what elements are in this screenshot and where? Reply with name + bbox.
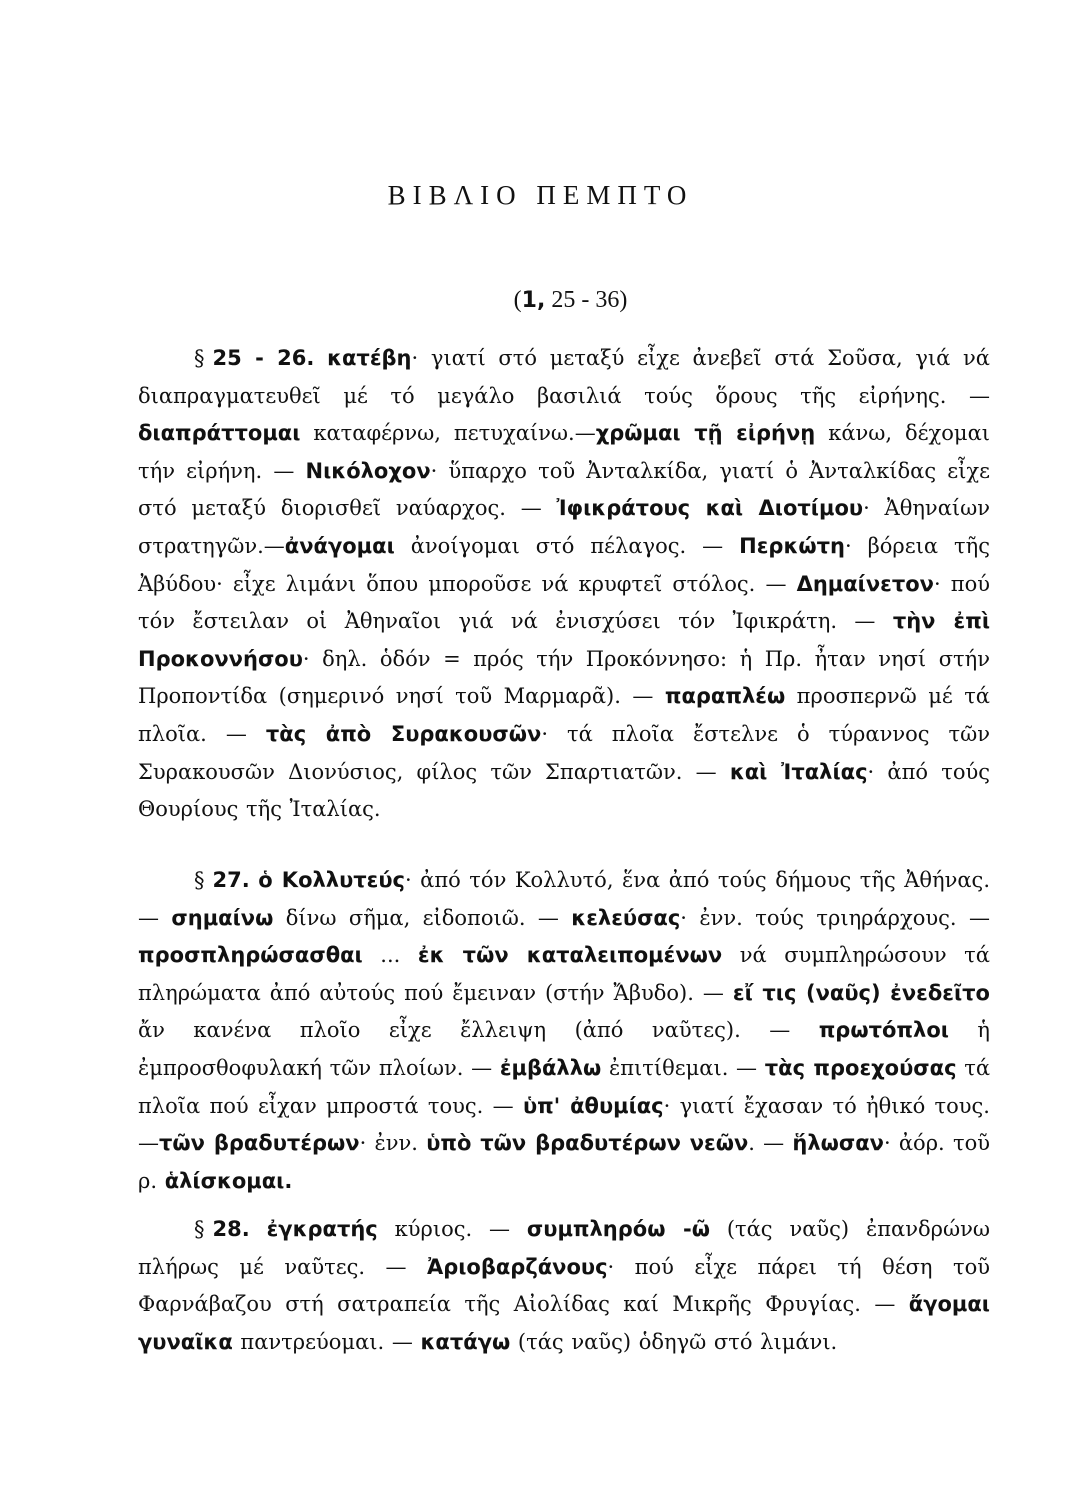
gloss-text: · βόρεια τῆς Ἀβύδου· εἶχε λιμάνι ὅπου μποροῦσε νά κρυφτεῖ στόλος. —	[138, 533, 990, 596]
lemma-term: ὑπὸ τῶν βραδυτέρων νεῶν	[426, 1131, 749, 1156]
lemma-term: τὰς ἀπὸ Συρακουσῶν	[265, 721, 542, 746]
gloss-text: κάνω, δέχομαι τήν εἰρήνη. —	[138, 421, 990, 483]
lemma-term: πρωτόπλοι	[818, 1018, 949, 1043]
gloss-text: καταφέρνω, πετυχαίνω.—	[300, 421, 596, 446]
gloss-text: ἄν κανένα πλοῖο εἶχε ἔλλειψη (ἀπό ναῦτες). —	[138, 1018, 819, 1043]
gloss-text: κύριος. —	[377, 1217, 527, 1241]
section-27	[138, 862, 990, 1200]
gloss-text: · ἐνν. τούς τριηράρχους. —	[680, 905, 990, 930]
lemma-term: Νικόλοχον	[305, 458, 431, 483]
lemma-term: σημαίνω	[171, 905, 274, 930]
lemma-term: ἐγκρατής	[266, 1217, 378, 1241]
lemma-term: τῶν βραδυτέρων	[159, 1131, 360, 1156]
gloss-text: ἐπιτίθεμαι. —	[601, 1055, 765, 1080]
gloss-text: νά συμπληρώσουν τά πληρώματα ἀπό αὐτούς πού ἔμειναν (στήν Ἄβυδο). —	[138, 943, 990, 1005]
range-open: (	[513, 287, 522, 313]
gloss-text: · πού εἶχε πάρει τή θέση τοῦ Φαρνάβαζου στή σατραπεία τῆς Αἰολίδας καί Μικρῆς Φρυγίας. —	[138, 1254, 990, 1317]
section-number: 25 - 26.	[212, 346, 315, 370]
lemma-term: καὶ Ἰταλίας	[729, 759, 868, 784]
gloss-text: · ὕπαρχο τοῦ Ἀνταλκίδα, γιατί ὁ Ἀνταλκίδας εἶχε στό μεταξύ διορισθεῖ ναύαρχος. —	[138, 458, 991, 521]
lemma-term: κελεύσας	[571, 905, 681, 930]
gloss-text: (τάς ναῦς) ὁδηγῶ στό λιμάνι.	[510, 1329, 838, 1354]
lemma-term: κατέβη	[327, 346, 412, 370]
gloss-text: · ἀπό τούς Θουρίους τῆς Ἰταλίας.	[138, 759, 990, 822]
page-title: ΒΙΒΛΙΟ ΠΕΜΠΤΟ	[387, 180, 694, 210]
section-28	[138, 1211, 990, 1361]
lemma-term: ὁ Κολλυτεύς	[258, 868, 405, 892]
lemma-term: τὰς προεχούσας	[764, 1055, 957, 1080]
lemma-term: ἐμβάλλω	[499, 1055, 602, 1080]
lemma-term: χρῶμαι τῇ εἰρήνῃ	[595, 421, 816, 446]
lemma-term: ἐκ τῶν καταλειπομένων	[417, 943, 723, 968]
lemma-term: τὴν ἐπὶ Προκοννήσου	[138, 609, 991, 671]
lemma-term: ἀνάγομαι	[284, 533, 395, 558]
lemma-term: διαπράττομαι	[138, 421, 301, 446]
lemma-term: εἴ τις (ναῦς) ἐνεδεῖτο	[732, 980, 990, 1005]
gloss-text: . —	[748, 1131, 793, 1156]
gloss-text: · πού τόν ἔστειλαν οἱ Ἀθηναῖοι γιά νά ἐνισχύσει τόν Ἰφικράτη. —	[138, 571, 990, 634]
section-number: 28.	[212, 1217, 250, 1241]
gloss-text: · τά πλοῖα ἔστελνε ὁ τύραννος τῶν Συρακουσῶν Διονύσιος, φίλος τῶν Σπαρτιατῶν. —	[138, 721, 991, 784]
chapter-range	[0, 287, 1071, 314]
gloss-text: · γιατί ἔχασαν τό ἠθικό τους.—	[138, 1093, 990, 1156]
gloss-text: · ἀόρ. τοῦ ρ.	[138, 1131, 990, 1193]
lemma-term: ὑπ' ἀθυμίας	[522, 1093, 664, 1118]
lemma-term: Ἰφικράτους καὶ Διοτίμου	[556, 496, 864, 521]
lemma-term: ἁλίσκομαι.	[164, 1168, 293, 1193]
section-25-26	[138, 340, 990, 829]
range-book-number: 1,	[521, 288, 546, 313]
gloss-text: (τάς ναῦς) ἐπανδρώνω πλήρως μέ ναῦτες. —	[138, 1217, 990, 1279]
gloss-text: · ἀπό τόν Κολλυτό, ἕνα ἀπό τούς δήμους τῆς Ἀθήνας. —	[138, 868, 990, 930]
lemma-term: ἥλωσαν	[792, 1131, 884, 1156]
paragraph-sign: §	[194, 868, 205, 892]
lemma-term: ἄγομαι γυναῖκα	[138, 1292, 990, 1354]
gloss-text: ἀνοίγομαι στό πέλαγος. —	[394, 533, 740, 558]
lemma-term: προσπληρώσασθαι	[138, 943, 363, 968]
gloss-text: ...	[362, 943, 418, 968]
range-paragraphs: 25 - 36)	[545, 287, 628, 313]
gloss-text: προσπερνῶ μέ τά πλοῖα. —	[138, 684, 990, 746]
section-number: 27.	[212, 868, 250, 892]
gloss-text: δίνω σῆμα, εἰδοποιῶ. —	[273, 905, 572, 930]
lemma-term: κατάγω	[420, 1329, 511, 1354]
lemma-term: Περκώτη	[739, 533, 845, 558]
gloss-text: · δηλ. ὁδόν = πρός τήν Προκόννησο: ἡ Πρ. ἦταν νησί στήν Προποντίδα (σημερινό νησί τοῦ Μαρμαρᾶ). —	[138, 646, 990, 709]
lemma-term: συμπληρόω -ῶ	[526, 1217, 710, 1241]
gloss-text: παντρεύομαι. —	[232, 1329, 421, 1354]
gloss-text: τά πλοῖα πού εἶχαν μπροστά τους. —	[138, 1055, 991, 1118]
gloss-text: · Ἀθηναίων στρατηγῶν.—	[138, 496, 991, 558]
lemma-term: Ἀριοβαρζάνους	[426, 1254, 608, 1279]
paragraph-sign: §	[194, 346, 205, 370]
gloss-text: · ἐνν.	[359, 1131, 427, 1156]
lemma-term: Δημαίνετον	[796, 571, 934, 596]
lemma-term: παραπλέω	[664, 684, 786, 709]
gloss-text: ἡ ἐμπροσθοφυλακή τῶν πλοίων. —	[138, 1018, 990, 1080]
paragraph-sign: §	[194, 1217, 205, 1241]
gloss-text: · γιατί στό μεταξύ εἶχε ἀνεβεῖ στά Σοῦσα, γιά νά διαπραγματευθεῖ μέ τό μεγάλο βασιλιά τούς ὅρους τῆς εἰρήνης. —	[138, 346, 990, 408]
